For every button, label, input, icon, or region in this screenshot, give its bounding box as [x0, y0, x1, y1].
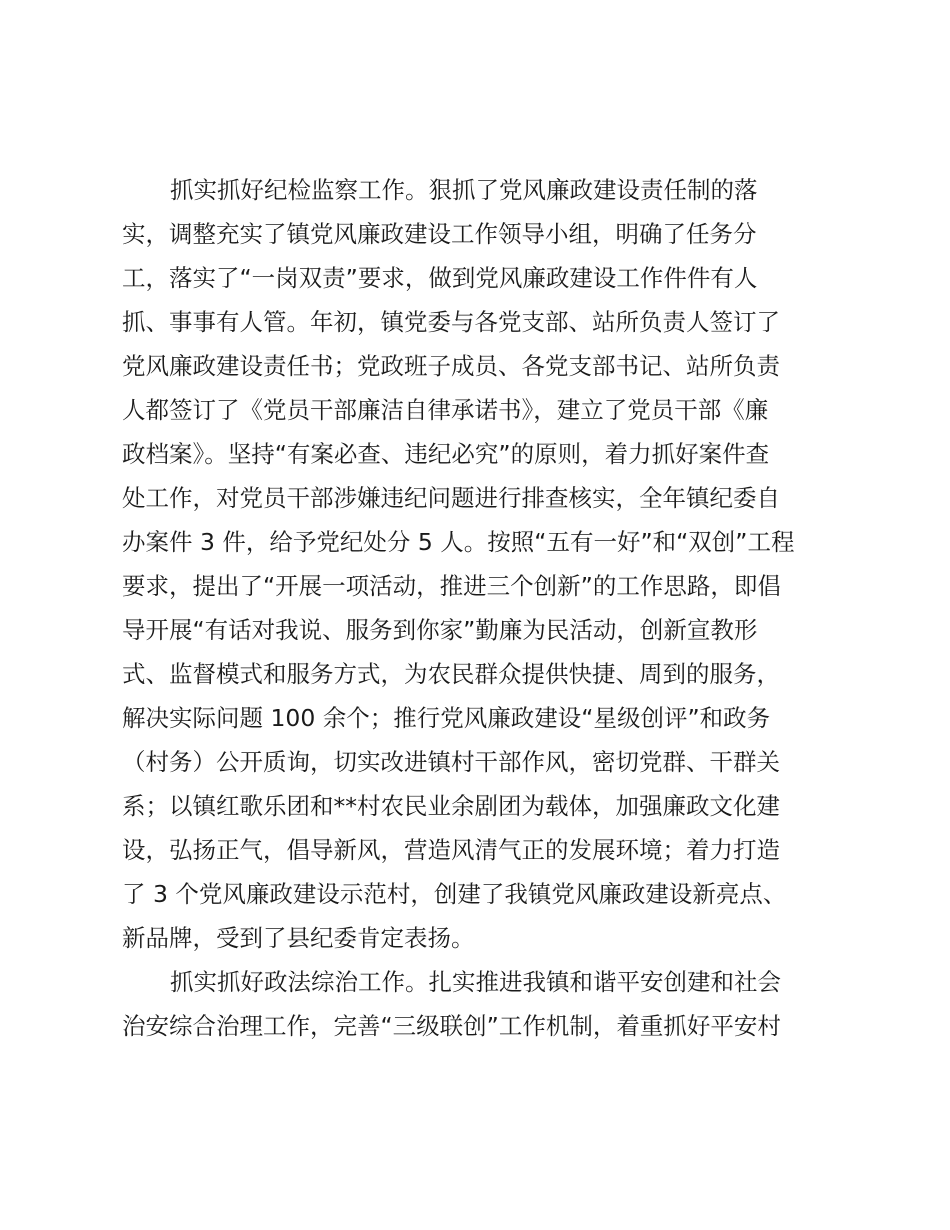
text-line: 系；以镇红歌乐团和**村农民业余剧团为载体，加强廉政文化建: [122, 792, 780, 820]
text-line: 抓实抓好政法综治工作。扎实推进我镇和谐平安创建和社会: [170, 968, 781, 996]
text-line: 党风廉政建设责任书；党政班子成员、各党支部书记、站所负责: [122, 352, 780, 380]
text-line: 导开展“有话对我说、服务到你家”勤廉为民活动，创新宣教形: [122, 616, 758, 644]
text-line: 设，弘扬正气，倡导新风，营造风清气正的发展环境；着力打造: [122, 836, 780, 864]
text-line: 新品牌，受到了县纪委肯定表扬。: [122, 924, 475, 952]
paragraph-political-legal: [122, 960, 828, 1048]
text-line: 处工作，对党员干部涉嫌违纪问题进行排查核实，全年镇纪委自: [122, 484, 780, 512]
text-line: 抓、事事有人管。年初，镇党委与各党支部、站所负责人签订了: [122, 308, 780, 336]
text-line: 解决实际问题 100 余个；推行党风廉政建设“星级创评”和政务: [122, 704, 771, 732]
text-line: 办案件 3 件，给予党纪处分 5 人。按照“五有一好”和“双创”工程: [122, 528, 795, 556]
document-body: [122, 168, 828, 1048]
text-line: 要求，提出了“开展一项活动，推进三个创新”的工作思路，即倡: [122, 572, 781, 600]
text-line: 式、监督模式和服务方式，为农民群众提供快捷、周到的服务，: [122, 660, 780, 688]
text-line: 了 3 个党风廉政建设示范村，创建了我镇党风廉政建设新亮点、: [122, 880, 787, 908]
text-line: 抓实抓好纪检监察工作。狠抓了党风廉政建设责任制的落: [170, 176, 758, 204]
text-line: 人都签订了《党员干部廉洁自律承诺书》，建立了党员干部《廉: [122, 396, 769, 424]
text-line: 工，落实了“一岗双责”要求，做到党风廉政建设工作件件有人: [122, 264, 758, 292]
text-line: 治安综合治理工作，完善“三级联创”工作机制，着重抓好平安村: [122, 1012, 781, 1040]
text-line: 政档案》。坚持“有案必查、违纪必究”的原则，着力抓好案件查: [122, 440, 770, 468]
paragraph-discipline-inspection: [122, 168, 828, 960]
text-line: （村务）公开质询，切实改进镇村干部作风，密切党群、干群关: [122, 748, 780, 776]
text-line: 实，调整充实了镇党风廉政建设工作领导小组，明确了任务分: [122, 220, 757, 248]
